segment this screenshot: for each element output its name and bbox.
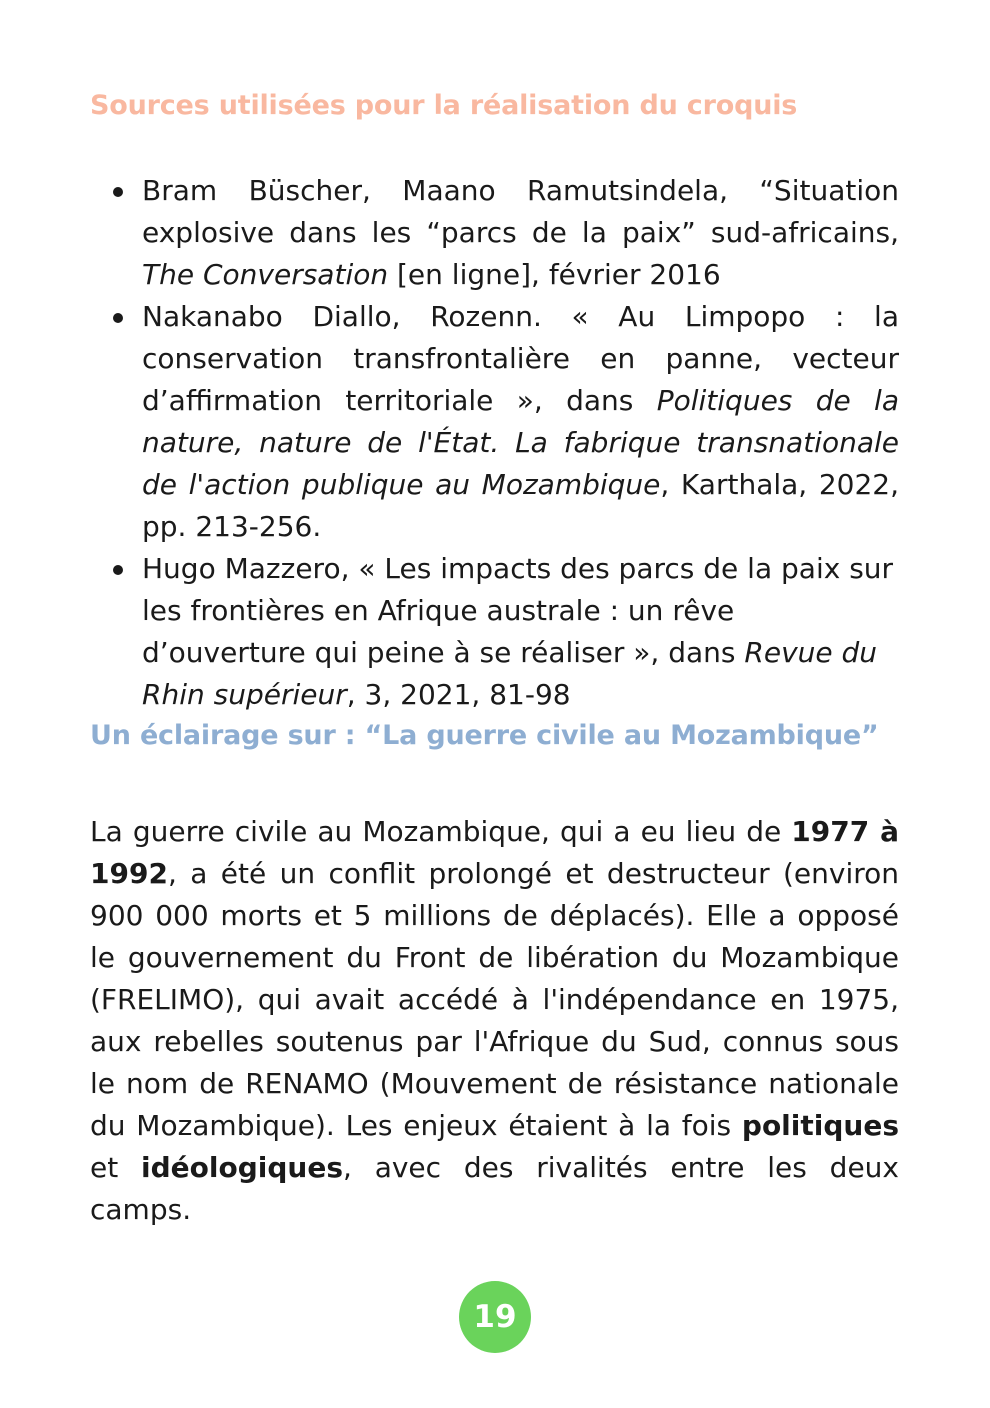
source-text: [en ligne], février 2016 [388,258,721,291]
bullet-icon [113,187,123,197]
page-number-badge: 19 [459,1281,531,1353]
paragraph-text: , avec des rivalités entre les deux camps. [90,1151,899,1226]
paragraph-text: , a été un conflit prolongé et destructeur (environ 900 000 morts et 5 millions de déplacés). Elle a opposé le gouvernement du Front de libération du Mozambique (FRELIMO), qui avait accédé à l'indépendance en 1975, aux rebelles soutenus par l'Afrique du Sud, connus sous le nom de RENAMO (Mouvement de résistance nationale du Mozambique). Les enjeux étaient à la fois [90,857,899,1142]
list-item [142,296,899,548]
sources-heading: Sources utilisées pour la réalisation du croquis [90,90,798,121]
paragraph-bold: idéologiques [141,1151,343,1184]
source-title: Revue du Rhin supérieur [142,636,878,711]
paragraph-bold: 1977 à 1992 [90,815,899,890]
source-text: Bram Büscher, Maano Ramutsindela, “Situation explosive dans les “parcs de la paix” sud-africains, [142,174,899,249]
paragraph-text: La guerre civile au Mozambique, qui a eu lieu de [90,815,792,848]
list-item [142,170,899,296]
paragraph-text: et [90,1151,142,1184]
eclairage-paragraph [90,811,899,1231]
source-text: Nakanabo Diallo, Rozenn. « Au Limpopo : la conservation transfrontalière en panne, vecteur d’affirmation territoriale », dans [142,300,899,417]
source-title: The Conversation [142,258,389,291]
bullet-icon [113,313,123,323]
sources-list [142,170,899,716]
source-title: Politiques de la nature, nature de l'État. La fabrique transnationale de l'action publique au Mozambique [142,384,899,501]
source-text: , Karthala, 2022, pp. 213-256. [142,468,899,543]
source-text: Hugo Mazzero, « Les impacts des parcs de la paix sur les frontières en Afrique australe : un rêve d’ouverture qui peine à se réaliser », dans [142,552,894,669]
list-item [142,548,899,716]
source-text: , 3, 2021, 81-98 [346,678,571,711]
bullet-icon [113,565,123,575]
paragraph-bold: politiques [741,1109,899,1142]
eclairage-heading: Un éclairage sur : “La guerre civile au Mozambique” [90,720,879,751]
